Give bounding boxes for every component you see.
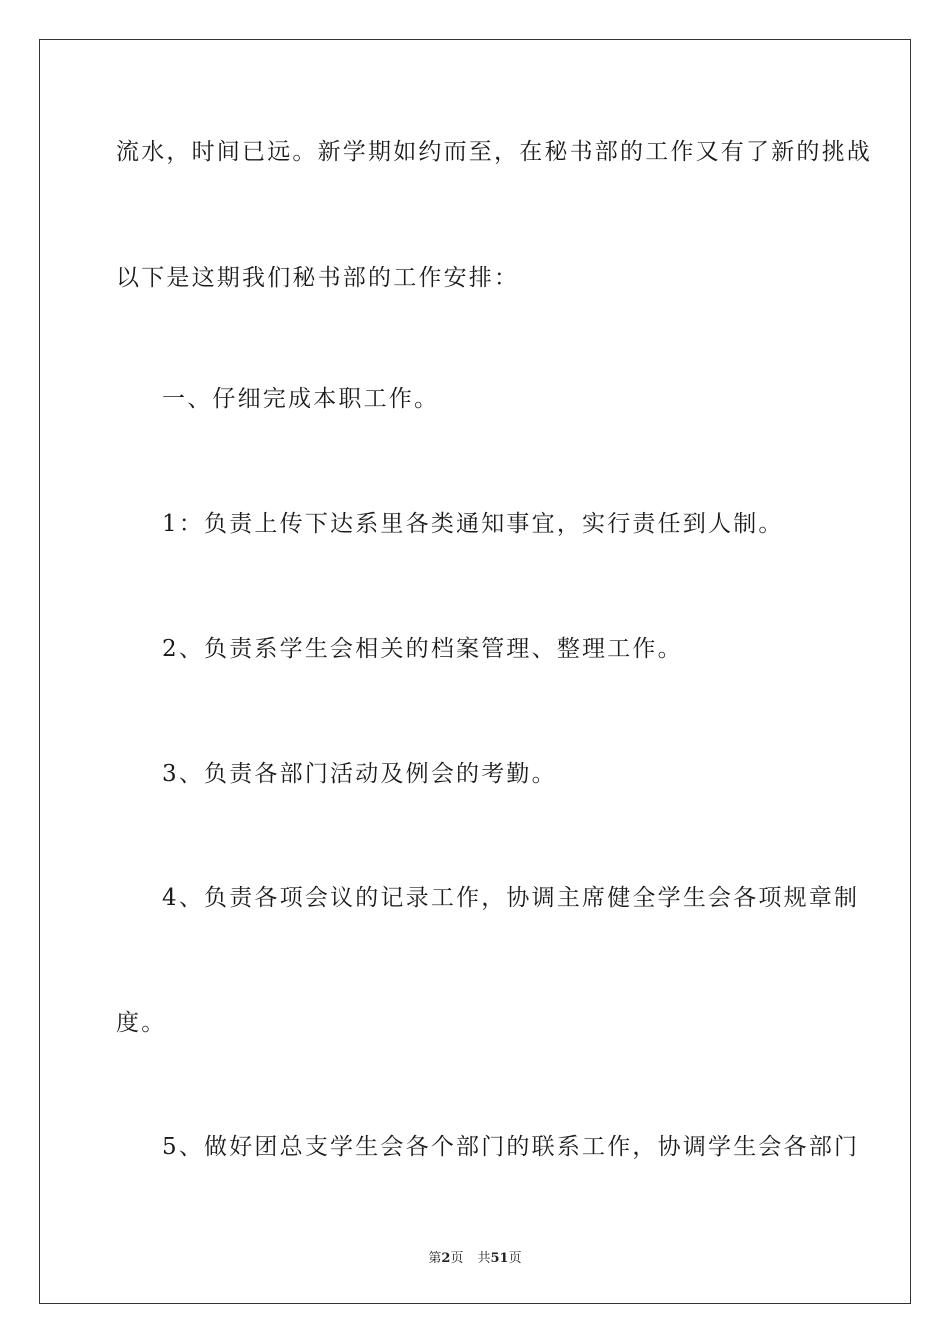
paragraph-line-1: 流水，时间已远。新学期如约而至，在秘书部的工作又有了新的挑战 <box>116 139 872 165</box>
section-heading-1: 一、仔细完成本职工作。 <box>162 386 440 412</box>
page-footer <box>0 1247 950 1266</box>
list-item-1: 1：负责上传下达系里各类通知事宜，实行责任到人制。 <box>162 511 784 537</box>
footer-total-suffix: 页 <box>508 1251 522 1266</box>
footer-page-suffix: 页 <box>450 1251 464 1266</box>
list-item-3: 3、负责各部门活动及例会的考勤。 <box>162 761 557 787</box>
list-item-4: 4、负责各项会议的记录工作，协调主席健全学生会各项规章制 <box>162 885 860 911</box>
footer-page-prefix: 第 <box>428 1251 442 1266</box>
footer-page-total: 51 <box>490 1251 509 1266</box>
paragraph-line-2: 以下是这期我们秘书部的工作安排： <box>116 265 520 291</box>
page-border <box>39 39 911 1304</box>
list-item-2: 2、负责系学生会相关的档案管理、整理工作。 <box>162 636 683 662</box>
footer-page-current: 2 <box>441 1251 451 1266</box>
list-item-4-continued: 度。 <box>116 1010 167 1036</box>
footer-total-prefix: 共 <box>477 1251 491 1266</box>
list-item-5: 5、做好团总支学生会各个部门的联系工作，协调学生会各部门 <box>162 1134 860 1160</box>
